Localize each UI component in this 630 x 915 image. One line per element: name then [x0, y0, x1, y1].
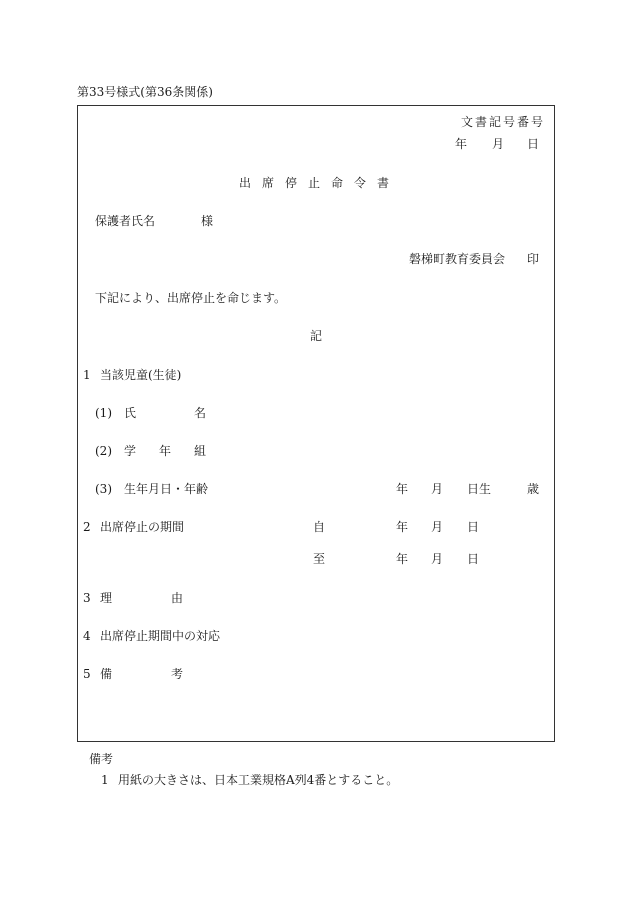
item-1-3-number: (3) — [95, 482, 112, 496]
item-5-number: 5 — [83, 667, 91, 681]
item-1-1-number: (1) — [95, 406, 112, 420]
intro-text: 下記により、出席停止を命じます。 — [95, 291, 287, 305]
item-5-b: 考 — [171, 667, 184, 681]
item-1-3-label: 生年月日・年齢 — [124, 482, 209, 496]
item-3-b: 由 — [171, 591, 184, 605]
item-1-number: 1 — [83, 368, 91, 382]
item-2-label: 出席停止の期間 — [100, 520, 185, 534]
item-1-2-number: (2) — [95, 444, 112, 458]
item-4-number: 4 — [83, 629, 91, 643]
item-1-2-c: 組 — [194, 444, 207, 458]
item-2-number: 2 — [83, 520, 91, 534]
header-day: 日 — [527, 137, 540, 151]
item-4-label: 出席停止期間中の対応 — [100, 629, 221, 643]
item-1-1-a: 氏 — [124, 406, 137, 420]
header-year: 年 — [455, 137, 468, 151]
notes-item-text: 用紙の大きさは、日本工業規格A列4番とすること。 — [118, 773, 399, 787]
guardian-honorific: 様 — [201, 214, 214, 228]
notes-heading: 備考 — [89, 752, 114, 766]
item-5-a: 備 — [100, 667, 113, 681]
item-2-to-day: 日 — [467, 552, 480, 566]
form-label: 第33号様式(第36条関係) — [77, 85, 213, 99]
item-1-label: 当該児童(生徒) — [100, 368, 182, 382]
item-2-to: 至 — [313, 552, 326, 566]
item-1-3-year: 年 — [396, 482, 409, 496]
header-month: 月 — [492, 137, 505, 151]
item-2-from-year: 年 — [396, 520, 409, 534]
item-1-3-day-born: 日生 — [467, 482, 492, 496]
document-title: 出席停止命令書 — [239, 176, 401, 190]
item-1-1-b: 名 — [194, 406, 207, 420]
item-2-to-year: 年 — [396, 552, 409, 566]
item-2-from-day: 日 — [467, 520, 480, 534]
item-2-from: 自 — [313, 520, 326, 534]
guardian-label: 保護者氏名 — [95, 214, 156, 228]
issuer-seal: 印 — [527, 252, 540, 266]
issuer-name: 磐梯町教育委員会 — [409, 252, 506, 266]
item-2-from-month: 月 — [431, 520, 444, 534]
item-2-to-month: 月 — [431, 552, 444, 566]
form-frame — [77, 105, 555, 742]
item-3-number: 3 — [83, 591, 91, 605]
item-1-3-age: 歳 — [527, 482, 540, 496]
notes-item-number: 1 — [101, 773, 109, 787]
item-1-2-a: 学 — [124, 444, 137, 458]
item-1-2-b: 年 — [159, 444, 172, 458]
ki-label: 記 — [310, 329, 323, 343]
doc-number: 文書記号番号 — [461, 115, 546, 129]
item-1-3-month: 月 — [431, 482, 444, 496]
item-3-a: 理 — [100, 591, 113, 605]
